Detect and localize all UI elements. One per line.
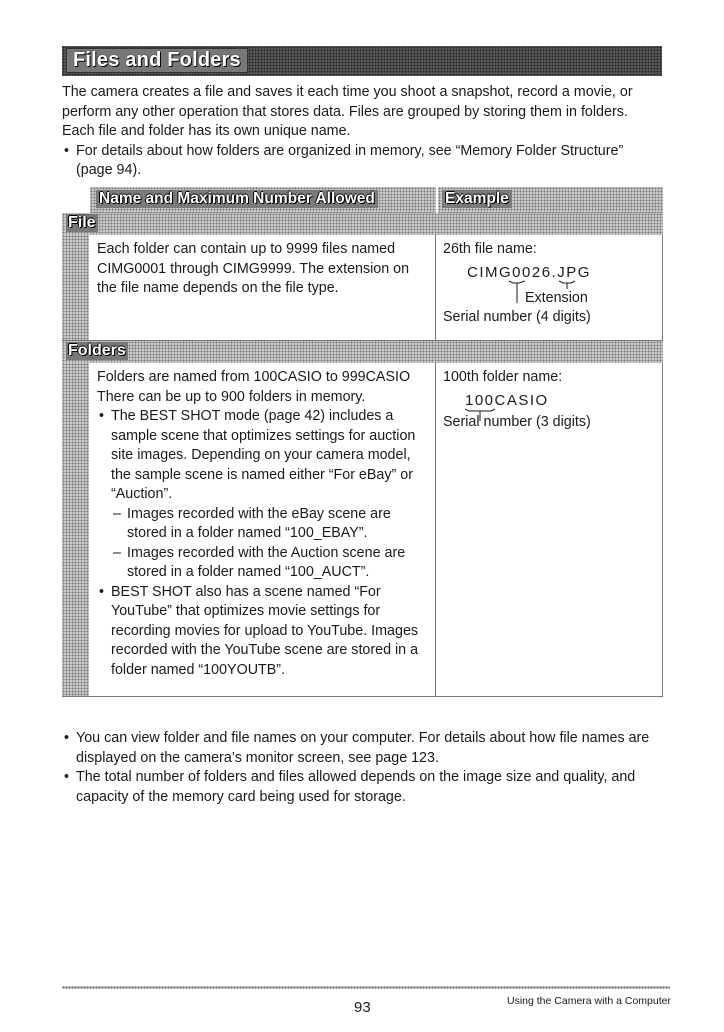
header-name-label: Name and Maximum Number Allowed — [96, 190, 378, 208]
page-title: Files and Folders — [66, 48, 248, 73]
file-extension-label: Extension — [525, 289, 588, 306]
file-example-name: CIMG0026.JPG — [467, 263, 652, 285]
folders-serial-label: Serial number (3 digits) — [443, 413, 591, 430]
folders-line2: There can be up to 900 folders in memory. — [97, 388, 366, 405]
folders-example-name: 100CASIO — [465, 391, 652, 413]
folders-example-title: 100th folder name: — [443, 369, 563, 385]
folders-line1: Folders are named from 100CASIO to 999CASIO — [97, 369, 411, 385]
file-section-band — [62, 213, 663, 235]
footer-section-title: Using the Camera with a Computer — [507, 995, 671, 1007]
folders-bullet1: • The BEST SHOT mode (page 42) includes a sample scene that optimizes settings for auction site images. Depending on your camera model, the sample scene is named either “For eBay” or “Auction”. — [97, 407, 425, 505]
intro-section — [62, 83, 662, 181]
file-example-title: 26th file name: — [443, 241, 537, 257]
outro-bullet1: • You can view folder and file names on your computer. For details about how file names are displayed on the camera’s monitor screen, see page 123. — [62, 729, 662, 768]
file-description-cell — [89, 235, 436, 340]
folders-row — [62, 363, 663, 697]
folder-name-bracket — [465, 407, 525, 427]
file-row — [62, 235, 663, 341]
header-right-cell — [438, 187, 663, 213]
file-serial-label: Serial number (4 digits) — [443, 309, 591, 325]
folders-description-cell — [89, 363, 436, 696]
files-folders-table — [62, 187, 663, 697]
folders-section-label: Folders — [68, 342, 126, 359]
outro-bullet2: • The total number of folders and files allowed depends on the image size and quality, and capacity of the memory card being used for storage. — [62, 768, 662, 807]
footer-divider — [62, 986, 670, 989]
folders-section-band — [62, 341, 663, 363]
outro-section — [62, 729, 662, 807]
file-name-brackets — [467, 279, 647, 309]
title-bar — [62, 46, 662, 76]
header-left-cell — [90, 187, 436, 213]
header-example-label: Example — [442, 190, 512, 208]
table-header — [62, 187, 663, 213]
folders-sub2: – Images recorded with the Auction scene are stored in a folder named “100_AUCT”. — [111, 544, 425, 583]
file-example-cell — [436, 235, 663, 340]
intro-bullet: • For details about how folders are organized in memory, see “Memory Folder Structure” (page 94). — [62, 142, 662, 181]
folders-example-cell — [436, 363, 663, 696]
folders-bullet2: • BEST SHOT also has a scene named “For YouTube” that optimizes movie settings for recording movies for upload to YouTube. Images recorded with the YouTube scene are stored in a folder named “100YOUTB”. — [97, 583, 425, 681]
file-section-label: File — [68, 214, 96, 231]
folders-sub1: – Images recorded with the eBay scene are stored in a folder named “100_EBAY”. — [111, 505, 425, 544]
intro-paragraph: The camera creates a file and saves it each time you shoot a snapshot, record a movie, or perform any other operation that stores data. Files are grouped by storing them in folders. Each file and folder has its own unique name. — [62, 84, 633, 139]
page-number: 93 — [354, 999, 371, 1016]
file-description: Each folder can contain up to 9999 files named CIMG0001 through CIMG9999. The extension on the file name depends on the file type. — [97, 241, 410, 296]
